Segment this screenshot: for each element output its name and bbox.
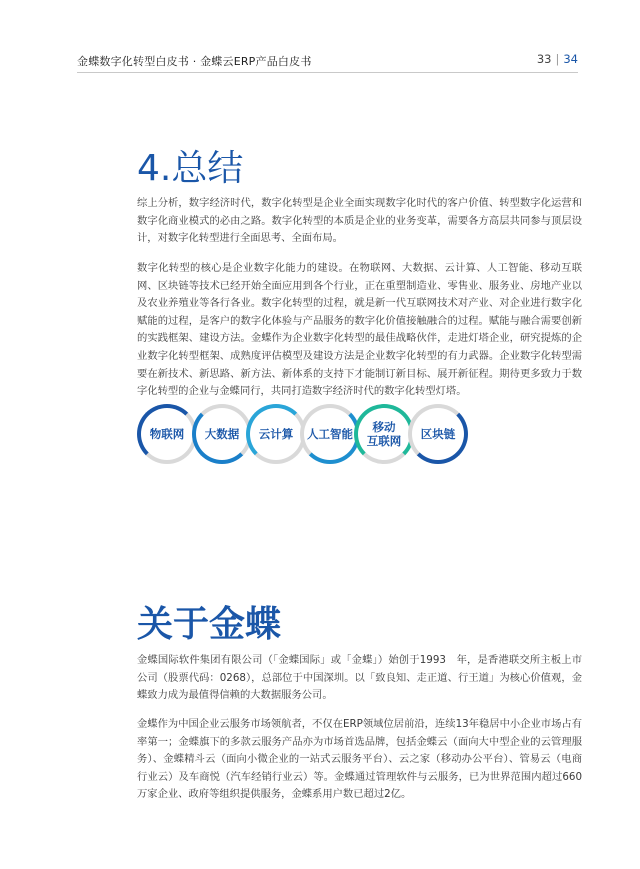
page-number-left: 33 xyxy=(536,52,552,66)
about-paragraph-2: 金蝶作为中国企业云服务市场领航者，不仅在ERP领域位居前沿，连续13年稳居中小企业市场占有率第一；金蝶旗下的多款云服务产品亦为市场首选品牌，包括金蝶云（面向大中型企业的云管理服务）、金蝶精斗云（面向小微企业的一站式云服务平台）、云之家（移动办公平台）、管易云（电商行业云）及车商悦（汽车经销行业云）等。金蝶通过管理软件与云服务，已为世界范围内超过660万家企业、政府等组织提供服务，金蝶系用户数已超过2亿。 xyxy=(137,718,582,801)
section-title-summary: 4.总结 xyxy=(137,148,244,189)
running-header-title: 金蝶数字化转型白皮书 · 金蝶云ERP产品白皮书 xyxy=(77,55,312,68)
tech-label: 大数据 xyxy=(204,427,240,441)
tech-circle-cloud-computing xyxy=(246,404,306,464)
header-divider xyxy=(77,72,578,73)
about-paragraph-1: 金蝶国际软件集团有限公司（「金蝶国际」或「金蝶」）始创于1993 年，是香港联交所主板上市公司（股票代码：0268），总部位于中国深圳。以「致良知、走正道、行王道」为核心价值观，金蝶致力成为最值得信赖的大数据服务公司。 xyxy=(137,654,582,702)
tech-circle-mobile-internet xyxy=(354,404,414,464)
summary-paragraph-1: 综上分析，数字经济时代，数字化转型是企业全面实现数字化时代的客户价值、转型数字化运营和数字化商业模式的必由之路。数字化转型的本质是企业的业务变革，需要各方高层共同参与顶层设计，对数字化转型进行全面思考、全面布局。 xyxy=(137,197,582,245)
page-number-separator: | xyxy=(555,52,560,66)
page-numbers xyxy=(537,52,578,66)
tech-circle-iot xyxy=(137,404,197,464)
tech-label: 云计算 xyxy=(258,427,294,441)
tech-circle-blockchain xyxy=(408,404,468,464)
tech-circle-ai xyxy=(300,404,360,464)
tech-label: 区块链 xyxy=(420,427,456,441)
tech-label: 物联网 xyxy=(149,427,185,441)
technology-circles xyxy=(137,404,477,472)
page-number-right: 34 xyxy=(563,52,578,66)
tech-label: 移动 互联网 xyxy=(366,420,402,448)
summary-paragraph-2: 数字化转型的核心是企业数字化能力的建设。在物联网、大数据、云计算、人工智能、移动互联网、区块链等技术已经开始全面应用到各个行业，正在重塑制造业、零售业、服务业、房地产业以及农业养殖业等各行各业。数字化转型的过程，就是新一代互联网技术对产业、对企业进行数字化赋能的过程，是客户的数字化体验与产品服务的数字化价值接触融合的过程。赋能与融合需要创新的实践框架、建设方法。金蝶作为企业数字化转型的最佳战略伙伴，走进灯塔企业，研究提炼的企业数字化转型框架、成熟度评估模型及建设方法是企业数字化转型的有力武器。企业数字化转型需要在新技术、新思路、新方法、新体系的支持下才能制订新目标、展开新征程。期待更多致力于数字化转型的企业与金蝶同行，共同打造数字经济时代的数字化转型灯塔。 xyxy=(137,262,582,398)
section-title-about: 关于金蝶 xyxy=(137,604,282,645)
tech-circle-big-data xyxy=(192,404,252,464)
tech-label: 人工智能 xyxy=(307,427,353,441)
